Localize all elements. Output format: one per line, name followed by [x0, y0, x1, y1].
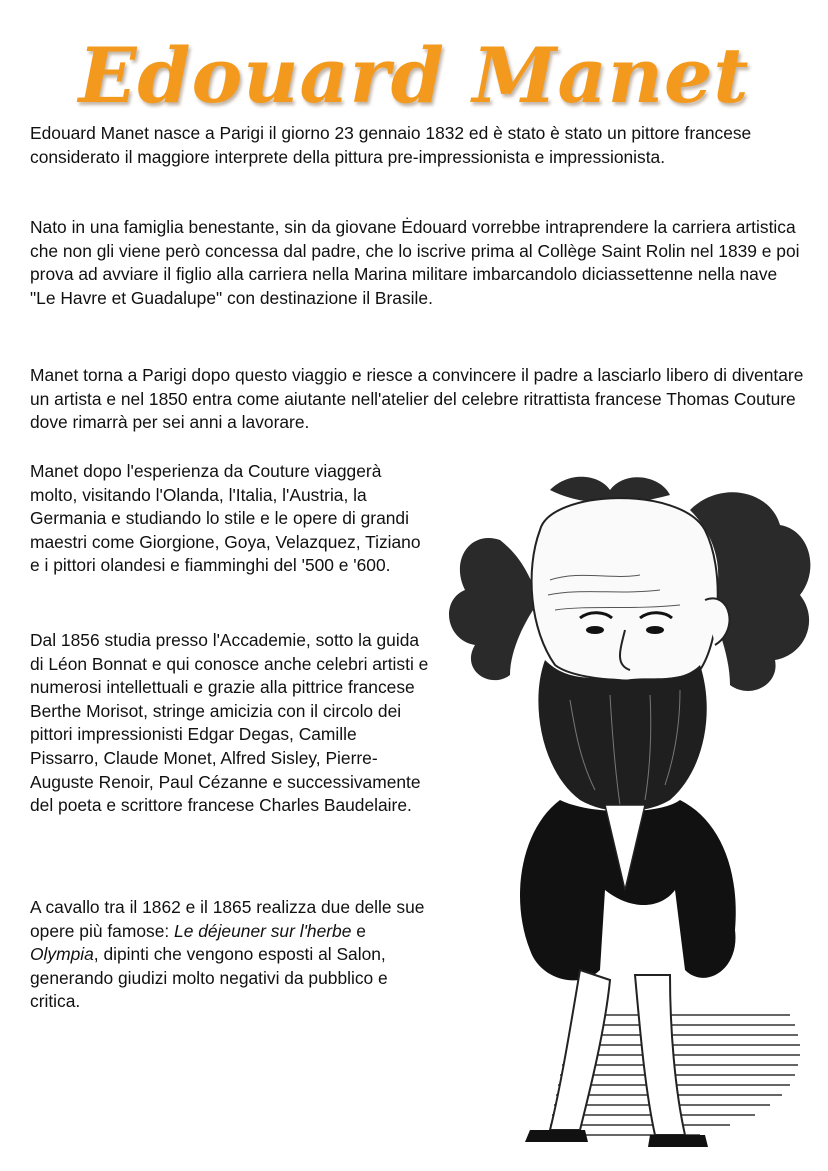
paragraph-birth: Edouard Manet nasce a Parigi il giorno 23 gennaio 1832 ed è stato è stato un pittore francese considerato il maggiore interprete della pittura pre-impressionista e impressionista. — [30, 123, 752, 167]
work-title-dejeuner: Le déjeuner sur l'herbe — [174, 920, 352, 941]
paragraph-youth: Nato in una famiglia benestante, sin da giovane Ėdouard vorrebbe intraprendere la carriera artistica che non gli viene però concessa dal padre, che lo iscrive prima al Collège Saint Rolin nel 1839 e poi prova ad avviare il figlio alla carriera nella Marina militare imbarcandolo diciassettenne nella nave "Le Havre et Guadalupe" con destinazione il Brasile. — [30, 217, 800, 308]
head — [532, 498, 718, 681]
famous-works-text-3: , dipinti che vengono esposti al Salon, generando giudizi molto negativi da pubblico e critica. — [30, 944, 388, 1012]
paragraph-couture: Manet torna a Parigi dopo questo viaggio e riesce a convincere il padre a lasciarlo libero di diventare un artista e nel 1850 entra come aiutante nell'atelier del celebre ritrattista francese Thomas Couture dove rimarrà per sei anni a lavorare. — [30, 365, 804, 433]
work-title-olympia: Olympia — [30, 944, 94, 965]
beard — [538, 660, 706, 811]
page-title: Edouard Manet — [78, 31, 750, 120]
famous-works-text-1: A cavallo tra il 1862 e il 1865 realizza due delle sue opere più famose: — [30, 897, 425, 941]
paragraph-famous-works — [30, 896, 430, 1014]
famous-works-text-2: e — [351, 920, 366, 941]
paragraph-travels: Manet dopo l'esperienza da Couture viaggerà molto, visitando l'Olanda, l'Italia, l'Austria, la Germania e studiando lo stile e le opere di grandi maestri come Giorgione, Goya, Velazquez, Tiziano e i pittori olandesi e fiamminghi del '500 e '600. — [30, 461, 421, 576]
legs — [550, 970, 685, 1135]
paragraph-academy: Dal 1856 studia presso l'Accademie, sotto la guida di Léon Bonnat e qui conosce anche celebri artisti e numerosi intellettuali e grazie alla pittrice francese Berthe Morisot, stringe amicizia con il circolo dei pittori impressionisti Edgar Degas, Camille Pissarro, Claude Monet, Alfred Sisley, Pierre-Auguste Renoir, Paul Cézanne e successivamente del poeta e scrittore francese Charles Baudelaire. — [30, 630, 429, 816]
caricature-portrait — [430, 470, 820, 1160]
